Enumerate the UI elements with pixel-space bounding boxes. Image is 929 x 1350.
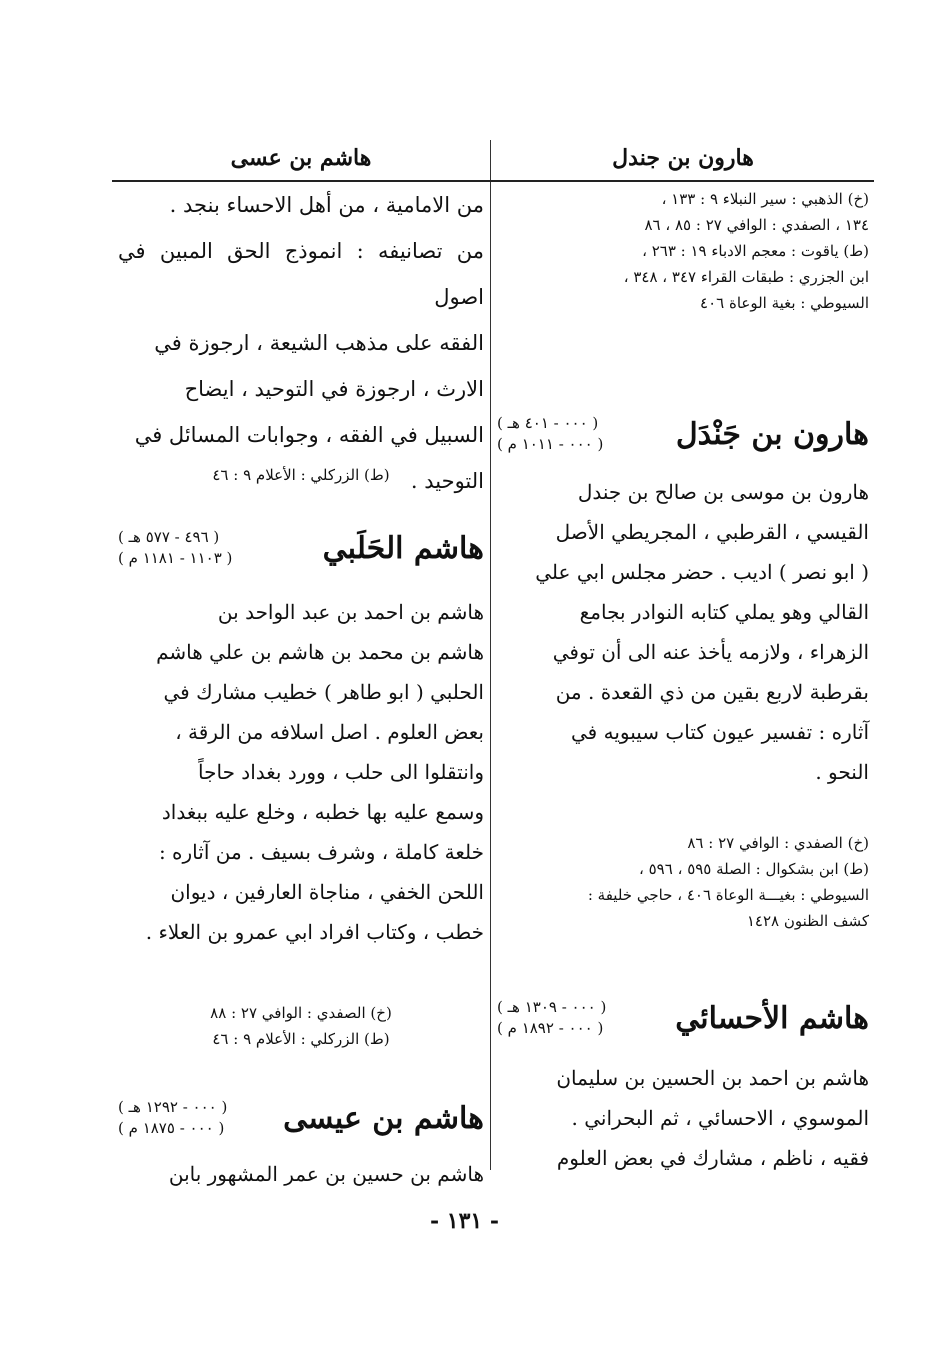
page-number: - ١٣١ - [429, 1208, 500, 1234]
body-line: هاشم بن احمد بن عبد الواحد بن [217, 600, 484, 624]
body-line: بعض العلوم . اصل اسلافه من الرقة ، [175, 720, 484, 744]
left-body-top [118, 182, 484, 504]
right-refs-top [497, 186, 869, 316]
entry-name: هاشم الأحسائي [675, 1000, 869, 1036]
dates-hijri: ( ٤٩٦ - ٥٧٧ هـ ) [118, 528, 220, 546]
body-line: من الامامية ، من أهل الاحساء بنجد . [169, 193, 484, 217]
body-line: الموسوي ، الاحسائي ، ثم البحراني . [571, 1106, 869, 1130]
right-column [497, 140, 869, 1170]
entry-dates [497, 413, 603, 455]
ref-line: السيوطي : بغية الوعاة ٤٠٦ [700, 294, 869, 312]
ref-line: (خ) الصفدي : الوافي ٢٧ : ٨٨ [210, 1004, 392, 1022]
ref-line: كشف الظنون ١٤٢٨ [746, 912, 869, 930]
ref-line: (ط) الزركلي : الأعلام ٩ : ٤٦ [212, 466, 390, 484]
entry-heading-harun [497, 408, 869, 460]
ref-line: (خ) الصفدي : الوافي ٢٧ : ٨٦ [687, 834, 869, 852]
body-line: القيسي ، القرطبي ، المجريطي الأصل [555, 520, 869, 544]
dates-gregorian: ( ٠٠٠ - ١٨٩٢ م ) [497, 1019, 604, 1037]
body-line: خطب ، وكتاب افراد ابي عمرو بن العلاء . [145, 920, 484, 944]
body-line: النحو . [815, 760, 869, 784]
body-line: الحلبي ( ابو طاهر ) خطيب مشارك في [163, 680, 484, 704]
entry-body-hashim-isa [118, 1154, 484, 1194]
body-line: الفقه على مذهب الشيعة ، ارجوزة في [154, 331, 484, 355]
entry-dates [497, 997, 606, 1039]
dates-gregorian: ( ٠٠٠ - ١٨٧٥ م ) [118, 1119, 225, 1137]
body-line: هاشم بن محمد بن هاشم بن علي هاشم [156, 640, 484, 664]
body-line: من تصانيفه : انموذج الحق المبين في اصول [118, 239, 484, 309]
body-line: هارون بن موسى بن صالح بن جندل [577, 480, 869, 504]
entry-name: هارون بن جَنْدَل [675, 416, 869, 452]
ref-line: (ط) ياقوت : معجم الادباء ١٩ : ٢٦٣ ، [642, 242, 869, 260]
entry-dates [118, 1097, 227, 1139]
entry-heading-hashim-halabi [118, 522, 484, 574]
body-line: اللحن الخفي ، مناجاة العارفين ، ديوان [170, 880, 484, 904]
entry-dates [118, 527, 232, 569]
body-line: ( ابو نصر ) اديب . حضر مجلس ابي علي [535, 560, 869, 584]
entry-body-hashim-ahsai [497, 1058, 869, 1178]
dates-hijri: ( ٠٠٠ - ١٢٩٢ هـ ) [118, 1098, 228, 1116]
ref-line: (ط) ابن بشكوال : الصلة ٥٩٥ ، ٥٩٦ ، [639, 860, 869, 878]
dates-hijri: ( ٠٠٠ - ١٣٠٩ هـ ) [497, 998, 607, 1016]
entry-body-harun [497, 472, 869, 792]
entry-body-hashim-halabi [118, 592, 484, 952]
body-line: وانتقلوا الى حلب ، وورد بغداد حاجاً [198, 760, 484, 784]
body-line: فقيه ، ناظم ، مشارك في بعض العلوم [556, 1146, 869, 1170]
left-column [118, 140, 484, 1186]
body-line: وسمع عليه بها خطبه ، وخلع عليه ببغداد [161, 800, 484, 824]
body-line: خلعة كاملة ، وشرف بسيف . من آثاره : [158, 840, 484, 864]
body-line: الزهراء ، ولازمه يأخذ عنه الى أن توفي [552, 640, 869, 664]
entry-name: هاشم الحَلَبي [322, 530, 484, 566]
entry-heading-hashim-isa [118, 1092, 484, 1144]
right-running-header: هارون بن جندل [612, 145, 754, 171]
ref-line: (ط) الزركلي : الأعلام ٩ : ٤٦ [212, 1030, 390, 1048]
entry-name: هاشم بن عيسى [283, 1100, 484, 1136]
ref-line: ابن الجزري : طبقات القراء ٣٤٧ ، ٣٤٨ ، [623, 268, 869, 286]
left-running-header: هاشم بن عسى [230, 145, 372, 171]
column-divider [490, 140, 491, 1170]
body-line: التوحيد . [410, 469, 484, 493]
dates-gregorian: ( ٠٠٠ - ١٠١١ م ) [497, 435, 604, 453]
body-line: القالي وهو يملي كتابه النوادر بجامع [579, 600, 869, 624]
ref-line: ١٣٤ ، الصفدي : الوافي ٢٧ : ٨٥ ، ٨٦ [644, 216, 869, 234]
left-refs-top [118, 462, 484, 488]
entry-heading-hashim-ahsai [497, 992, 869, 1044]
body-line: السبيل في الفقه ، وجوابات المسائل في [134, 423, 484, 447]
body-line: بقرطبة لاربع بقين من ذي القعدة . من [555, 680, 869, 704]
body-line: الارث ، ارجوزة في التوحيد ، ايضاح [184, 377, 484, 401]
ref-line: السيوطي : بغيـــة الوعاة ٤٠٦ ، حاجي خليفة : [587, 886, 869, 904]
dates-hijri: ( ٠٠٠ - ٤٠١ هـ ) [497, 414, 599, 432]
dates-gregorian: ( ١١٠٣ - ١١٨١ م ) [118, 549, 233, 567]
body-line: هاشم بن حسين بن عمر المشهور بابن [168, 1162, 484, 1186]
body-line: هاشم بن احمد بن الحسين بن سليمان [556, 1066, 869, 1090]
body-line: آثاره : تفسير عيون كتاب سيبويه في [571, 720, 869, 744]
ref-line: (خ) الذهبي : سير النبلاء ٩ : ١٣٣ ، [661, 190, 869, 208]
entry-refs-hashim-halabi [118, 1000, 484, 1052]
entry-refs-harun [497, 830, 869, 934]
